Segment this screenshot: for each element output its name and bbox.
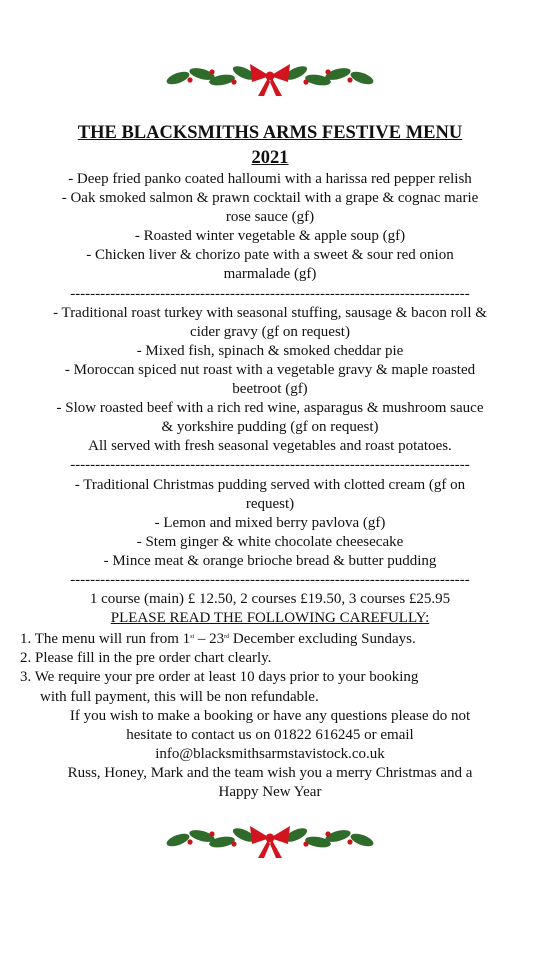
main-line: - Traditional roast turkey with seasonal stuffing, sausage & bacon roll & [53, 304, 487, 321]
main-line: All served with fresh seasonal vegetables and roast potatoes. [88, 438, 452, 455]
holly-ribbon-decoration-top [150, 52, 390, 102]
contact-line: If you wish to make a booking or have any questions please do not [69, 707, 471, 724]
rule-3-line-1: 3. We require your pre order at least 10 days prior to your booking [20, 669, 419, 686]
mains-section [14, 304, 526, 457]
main-line: cider gravy (gf on request) [190, 323, 350, 340]
main-line: - Mixed fish, spinach & smoked cheddar pie [136, 342, 404, 359]
main-line: - Slow roasted beef with a rich red wine, asparagus & mushroom sauce [56, 400, 484, 417]
signoff-line: Russ, Honey, Mark and the team wish you a merry Christmas and a [67, 764, 473, 781]
dessert-line: - Mince meat & orange brioche bread & butter pudding [103, 552, 437, 569]
rule-1-text-middle: – 23 [194, 631, 225, 648]
main-line: - Moroccan spiced nut roast with a vegetable gravy & maple roasted [64, 361, 476, 378]
starter-line: rose sauce (gf) [225, 209, 315, 226]
main-line: & yorkshire pudding (gf on request) [161, 419, 379, 436]
rule-1-ordinal-rd: rd [224, 634, 230, 641]
main-line: beetroot (gf) [232, 381, 308, 398]
starter-line: - Roasted winter vegetable & apple soup (gf) [134, 228, 406, 245]
dessert-line: request) [245, 495, 295, 512]
starter-line: marmalade (gf) [223, 266, 317, 283]
holly-ribbon-decoration-bottom [150, 814, 390, 864]
dessert-line: - Stem ginger & white chocolate cheesecake [136, 533, 404, 550]
menu-title-year: 2021 [251, 148, 289, 168]
starter-line: - Oak smoked salmon & prawn cocktail with a grape & cognac marie [61, 190, 479, 207]
dessert-line: - Traditional Christmas pudding served with clotted cream (gf on [74, 476, 466, 493]
menu-title-line-1: THE BLACKSMITHS ARMS FESTIVE MENU [77, 123, 463, 143]
section-divider: -------------------------------------------------------------------------------- [70, 285, 470, 302]
starters-section [14, 170, 526, 285]
menu-body [14, 170, 526, 802]
price-line: 1 course (main) £ 12.50, 2 courses £19.50, 3 courses £25.95 [89, 591, 451, 608]
contact-line: hesitate to contact us on 01822 616245 or email [126, 726, 414, 743]
menu-title [0, 121, 540, 171]
rule-1-text-end: December excluding Sundays. [229, 631, 416, 648]
dessert-line: - Lemon and mixed berry pavlova (gf) [154, 514, 386, 531]
rule-1-text-start: 1. The menu will run from 1 [20, 631, 191, 648]
starter-line: - Deep fried panko coated halloumi with a harissa red pepper relish [68, 171, 472, 187]
signoff-line: Happy New Year [218, 784, 322, 800]
contact-email: info@blacksmithsarmstavistock.co.uk [155, 745, 385, 762]
section-divider: -------------------------------------------------------------------------------- [70, 571, 470, 588]
rule-1-ordinal-st: st [190, 634, 195, 641]
starter-line: - Chicken liver & chorizo pate with a sweet & sour red onion [86, 247, 454, 264]
rule-3-line-2: with full payment, this will be non refundable. [40, 688, 319, 705]
desserts-section [14, 476, 526, 571]
notice-heading: PLEASE READ THE FOLLOWING CAREFULLY: [110, 610, 430, 627]
rule-1 [14, 628, 526, 649]
section-divider: -------------------------------------------------------------------------------- [70, 457, 470, 474]
rule-2: 2. Please fill in the pre order chart clearly. [20, 650, 272, 667]
